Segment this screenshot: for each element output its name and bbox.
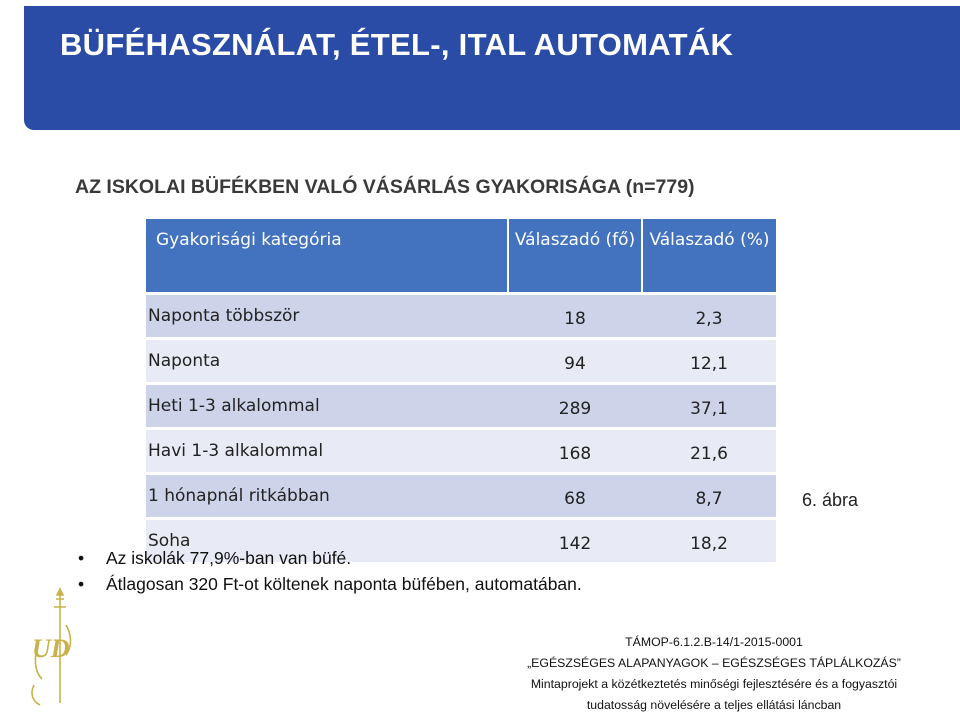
bullet-dot-icon: • bbox=[78, 574, 85, 594]
header-percent: Válaszadó (%) bbox=[642, 219, 776, 294]
cell-category: Heti 1-3 alkalommal bbox=[146, 384, 508, 429]
figure-label: 6. ábra bbox=[802, 490, 859, 510]
footer-project-title: „EGÉSZSÉGES ALAPANYAGOK – EGÉSZSÉGES TÁPLÁLKOZÁS” bbox=[527, 656, 901, 670]
cell-percent: 8,7 bbox=[642, 474, 776, 519]
cell-category: 1 hónapnál ritkábban bbox=[146, 474, 508, 519]
title-banner bbox=[24, 6, 954, 130]
bullet-list bbox=[78, 545, 582, 597]
cell-percent: 2,3 bbox=[642, 294, 776, 339]
cell-count: 68 bbox=[508, 474, 642, 519]
cell-percent: 21,6 bbox=[642, 429, 776, 474]
header-category: Gyakorisági kategória bbox=[146, 219, 508, 294]
project-footer bbox=[500, 632, 928, 716]
header-count: Válaszadó (fő) bbox=[508, 219, 642, 294]
title-banner-edge bbox=[930, 6, 960, 130]
slide-title: BÜFÉHASZNÁLAT, ÉTEL-, ITAL AUTOMATÁK bbox=[60, 27, 734, 62]
table-header-row bbox=[146, 219, 776, 294]
bullet-dot-icon: • bbox=[78, 548, 85, 568]
table-row bbox=[146, 429, 776, 474]
bullet-text: Az iskolák 77,9%-ban van büfé. bbox=[106, 548, 352, 568]
bullet-text: Átlagosan 320 Ft-ot költenek naponta büfében, automatában. bbox=[106, 574, 582, 594]
logo-text: UD bbox=[32, 634, 70, 663]
cell-count: 168 bbox=[508, 429, 642, 474]
bullet-item bbox=[78, 545, 582, 571]
cell-percent: 18,2 bbox=[642, 519, 776, 563]
table-row bbox=[146, 339, 776, 384]
cell-category: Naponta többször bbox=[146, 294, 508, 339]
university-logo-icon bbox=[20, 585, 80, 710]
footer-description-1: Mintaprojekt a közétkeztetés minőségi fejlesztésére és a fogyasztói bbox=[530, 677, 898, 691]
cell-category: Soha bbox=[146, 519, 508, 563]
footer-description-2: tudatosság növelésére a teljes ellátási láncban bbox=[586, 698, 842, 712]
cell-count: 289 bbox=[508, 384, 642, 429]
cell-count: 142 bbox=[508, 519, 642, 563]
cell-category: Havi 1-3 alkalommal bbox=[146, 429, 508, 474]
cell-category: Naponta bbox=[146, 339, 508, 384]
cell-percent: 37,1 bbox=[642, 384, 776, 429]
cell-count: 94 bbox=[508, 339, 642, 384]
bullet-item bbox=[78, 571, 582, 597]
cell-count: 18 bbox=[508, 294, 642, 339]
table-row bbox=[146, 384, 776, 429]
table-row bbox=[146, 474, 776, 519]
frequency-table bbox=[146, 219, 776, 562]
cell-percent: 12,1 bbox=[642, 339, 776, 384]
footer-project-code: TÁMOP-6.1.2.B-14/1-2015-0001 bbox=[625, 635, 803, 649]
table-row bbox=[146, 294, 776, 339]
table-caption: AZ ISKOLAI BÜFÉKBEN VALÓ VÁSÁRLÁS GYAKORISÁGA (n=779) bbox=[75, 176, 695, 198]
